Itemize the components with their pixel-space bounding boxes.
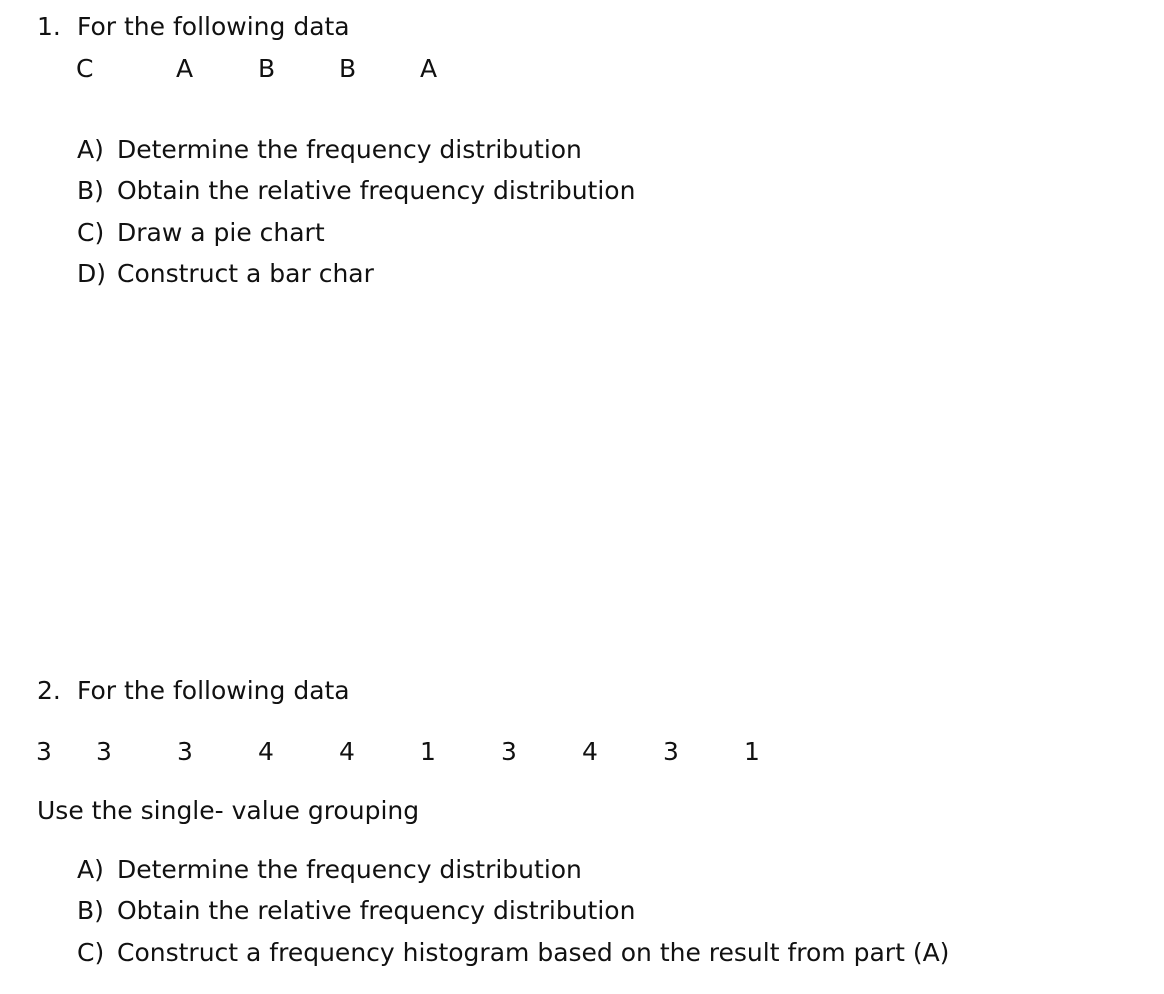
data-value: 4	[258, 737, 274, 766]
data-value: 3	[36, 737, 52, 766]
part-text: Draw a pie chart	[117, 218, 325, 247]
data-value: 3	[501, 737, 517, 766]
question-2-number: 2.	[37, 676, 61, 705]
data-value: 3	[663, 737, 679, 766]
question-1-number: 1.	[37, 12, 61, 41]
data-value: 3	[96, 737, 112, 766]
part-label: B)	[77, 176, 104, 205]
part-text: Obtain the relative frequency distribution	[117, 176, 636, 205]
data-value: 1	[744, 737, 760, 766]
data-value: A	[420, 54, 438, 83]
part-label: A)	[77, 135, 104, 164]
data-value: 1	[420, 737, 436, 766]
part-label: C)	[77, 218, 105, 247]
part-text: Determine the frequency distribution	[117, 135, 582, 164]
part-text: Obtain the relative frequency distribution	[117, 896, 636, 925]
question-2-title: For the following data	[77, 676, 350, 705]
question-1-title: For the following data	[77, 12, 350, 41]
part-text: Determine the frequency distribution	[117, 855, 582, 884]
data-value: B	[258, 54, 276, 83]
part-label: B)	[77, 896, 104, 925]
data-value: 4	[339, 737, 355, 766]
data-value: B	[339, 54, 357, 83]
data-value: 3	[177, 737, 193, 766]
data-value: 4	[582, 737, 598, 766]
data-value: C	[76, 54, 94, 83]
part-text: Construct a frequency histogram based on the result from part (A)	[117, 938, 950, 967]
question-2-instruction: Use the single- value grouping	[37, 796, 420, 825]
part-text: Construct a bar char	[117, 259, 374, 288]
part-label: A)	[77, 855, 104, 884]
data-value: A	[176, 54, 194, 83]
part-label: D)	[77, 259, 107, 288]
part-label: C)	[77, 938, 105, 967]
